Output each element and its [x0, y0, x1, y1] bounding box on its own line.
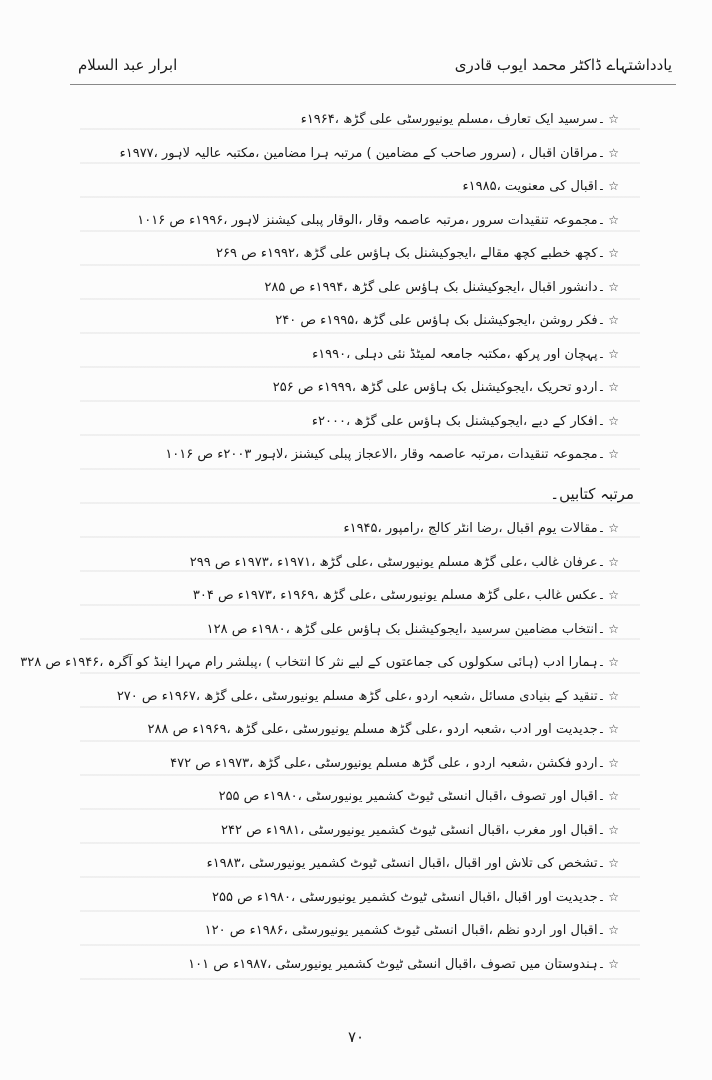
- bibliography-entry: [79, 814, 619, 848]
- star-bullet-icon: ☆: [608, 179, 619, 193]
- entry-text: ۔اقبال اور مغرب ،اقبال انسٹی ٹیوٹ کشمیر یونیورسٹی ،۱۹۸۱ء ص ۲۴۲: [221, 822, 606, 838]
- star-bullet-icon: ☆: [608, 722, 619, 736]
- star-bullet-icon: ☆: [608, 380, 619, 394]
- bibliography-entry: [79, 881, 619, 915]
- bibliography-entry: [79, 371, 619, 405]
- entry-text: ۔عرفان غالب ،علی گڑھ مسلم یونیورسٹی ،علی گڑھ ،۱۹۷۱ء ،۱۹۷۳ء ص ۲۹۹: [189, 554, 606, 570]
- star-bullet-icon: ☆: [608, 856, 619, 870]
- entry-text: ۔ہندوستان میں تصوف ،اقبال انسٹی ٹیوٹ کشمیر یونیورسٹی ،۱۹۸۷ء ص ۱۰۱: [188, 956, 606, 972]
- section-heading-edited-books: مرتبہ کتابیں۔: [550, 485, 634, 503]
- entry-text: ۔تشخص کی تلاش اور اقبال ،اقبال انسٹی ٹیوٹ کشمیر یونیورسٹی ،۱۹۸۳ء: [206, 856, 606, 871]
- entry-text: ۔اقبال اور تصوف ،اقبال انسٹی ٹیوٹ کشمیر یونیورسٹی ،۱۹۸۰ء ص ۲۵۵: [218, 789, 606, 804]
- bibliography-entry: [79, 204, 619, 238]
- star-bullet-icon: ☆: [608, 313, 619, 327]
- bibliography-list-1: [79, 103, 619, 472]
- entry-text: ۔دانشور اقبال ،ایجوکیشنل بک ہاؤس علی گڑھ ،۱۹۹۴ء ص ۲۸۵: [264, 279, 606, 295]
- entry-text: ۔جدیدیت اور ادب ،شعبہ اردو ،علی گڑھ مسلم یونیورسٹی ،علی گڑھ ،۱۹۶۹ء ص ۲۸۸: [147, 722, 606, 737]
- star-bullet-icon: ☆: [608, 789, 619, 803]
- entry-text: ۔انتخاب مضامین سرسید ،ایجوکیشنل بک ہاؤس علی گڑھ ،۱۹۸۰ء ص ۱۲۸: [206, 621, 606, 637]
- bibliography-entry: [79, 170, 619, 204]
- star-bullet-icon: ☆: [608, 688, 619, 703]
- bibliography-entry: [79, 338, 619, 372]
- entry-text: ۔اقبال کی معنویت ،۱۹۸۵ء: [462, 179, 606, 194]
- entry-text: ۔ہمارا ادب (ہائی سکولوں کی جماعتوں کے لیے نثر کا انتخاب ) ،پبلشر رام مہرا اینڈ کو آگرہ ،۱۹۴۶ء ص ۳۲۸: [20, 655, 606, 670]
- running-header-book-title: یادداشتہاے ڈاکٹر محمد ایوب قادری: [454, 56, 672, 74]
- star-bullet-icon: ☆: [608, 889, 619, 904]
- bibliography-entry: [79, 847, 619, 881]
- bibliography-entry: [79, 613, 619, 647]
- page-number: ۷۰: [347, 1028, 365, 1046]
- bibliography-entry: [79, 780, 619, 814]
- bibliography-entry: [79, 546, 619, 580]
- star-bullet-icon: ☆: [608, 588, 619, 602]
- star-bullet-icon: ☆: [608, 279, 619, 294]
- star-bullet-icon: ☆: [608, 246, 619, 260]
- bibliography-entry: [79, 914, 619, 948]
- star-bullet-icon: ☆: [608, 413, 619, 428]
- star-bullet-icon: ☆: [608, 554, 619, 569]
- star-bullet-icon: ☆: [608, 822, 619, 837]
- bibliography-list-2: [20, 512, 619, 981]
- entry-text: ۔مجموعہ تنقیدات سرور ،مرتبہ عاصمہ وقار ،الوقار پبلی کیشنز لاہور ،۱۹۹۶ء ص ۱۰۱۶: [137, 212, 606, 228]
- entry-text: ۔سرسید ایک تعارف ،مسلم یونیورسٹی علی گڑھ ،۱۹۶۴ء: [300, 112, 606, 127]
- star-bullet-icon: ☆: [608, 521, 619, 535]
- bibliography-entry: [79, 304, 619, 338]
- star-bullet-icon: ☆: [608, 621, 619, 636]
- star-bullet-icon: ☆: [608, 212, 619, 227]
- entry-text: ۔مجموعہ تنقیدات ،مرتبہ عاصمہ وقار ،الاعجاز پبلی کیشنز ،لاہور ۲۰۰۳ء ص ۱۰۱۶: [165, 447, 606, 462]
- entry-text: ۔جدیدیت اور اقبال ،اقبال انسٹی ٹیوٹ کشمیر یونیورسٹی ،۱۹۸۰ء ص ۲۵۵: [212, 889, 606, 905]
- entry-text: ۔عکس غالب ،علی گڑھ مسلم یونیورسٹی ،علی گڑھ ،۱۹۶۹ء ،۱۹۷۳ء ص ۳۰۴: [192, 588, 606, 603]
- star-bullet-icon: ☆: [608, 755, 619, 770]
- entry-text: ۔تنقید کے بنیادی مسائل ،شعبہ اردو ،علی گڑھ مسلم یونیورسٹی ،علی گڑھ ،۱۹۶۷ء ص ۲۷۰: [116, 688, 606, 704]
- entry-text: ۔افکار کے دیے ،ایجوکیشنل بک ہاؤس علی گڑھ ،۲۰۰۰ء: [311, 413, 606, 429]
- entry-text: ۔اردو تحریک ،ایجوکیشنل بک ہاؤس علی گڑھ ،۱۹۹۹ء ص ۲۵۶: [272, 380, 606, 395]
- bibliography-entry: [20, 646, 619, 680]
- bibliography-entry: [79, 137, 619, 171]
- star-bullet-icon: ☆: [608, 923, 619, 937]
- running-header-author: ابرار عبد السلام: [78, 56, 178, 74]
- bibliography-entry: [79, 747, 619, 781]
- star-bullet-icon: ☆: [608, 145, 619, 160]
- bibliography-entry: [79, 948, 619, 982]
- bibliography-entry: [79, 713, 619, 747]
- entry-text: ۔فکر روشن ،ایجوکیشنل بک ہاؤس علی گڑھ ،۱۹۹۵ء ص ۲۴۰: [275, 313, 606, 328]
- entry-text: ۔مراقان اقبال ، (سرور صاحب کے مضامین ) مرتبہ ہرا مضامین ،مکتبہ عالیہ لاہور ،۱۹۷۷ء: [119, 145, 606, 161]
- star-bullet-icon: ☆: [608, 112, 619, 126]
- bibliography-entry: [79, 271, 619, 305]
- star-bullet-icon: ☆: [608, 346, 619, 361]
- entry-text: ۔اقبال اور اردو نظم ،اقبال انسٹی ٹیوٹ کشمیر یونیورسٹی ،۱۹۸۶ء ص ۱۲۰: [204, 923, 606, 938]
- entry-text: ۔پہچان اور پرکھ ،مکتبہ جامعہ لمیٹڈ نئی دہلی ،۱۹۹۰ء: [312, 346, 606, 362]
- star-bullet-icon: ☆: [608, 447, 619, 461]
- bibliography-entry: [79, 579, 619, 613]
- bibliography-entry: [79, 438, 619, 472]
- star-bullet-icon: ☆: [608, 956, 619, 971]
- bibliography-entry: [79, 512, 619, 546]
- bibliography-entry: [79, 405, 619, 439]
- entry-text: ۔مقالات یوم اقبال ،رضا انٹر کالج ،رامپور ،۱۹۴۵ء: [343, 521, 606, 536]
- bibliography-entry: [79, 237, 619, 271]
- bibliography-entry: [79, 680, 619, 714]
- entry-text: ۔کچھ خطبے کچھ مقالے ،ایجوکیشنل بک ہاؤس علی گڑھ ،۱۹۹۲ء ص ۲۶۹: [215, 246, 606, 261]
- bibliography-entry: [79, 103, 619, 137]
- entry-text: ۔اردو فکشن ،شعبہ اردو ، علی گڑھ مسلم یونیورسٹی ،علی گڑھ ،۱۹۷۳ء ص ۴۷۲: [170, 755, 606, 771]
- header-divider: [70, 84, 676, 85]
- star-bullet-icon: ☆: [608, 655, 619, 669]
